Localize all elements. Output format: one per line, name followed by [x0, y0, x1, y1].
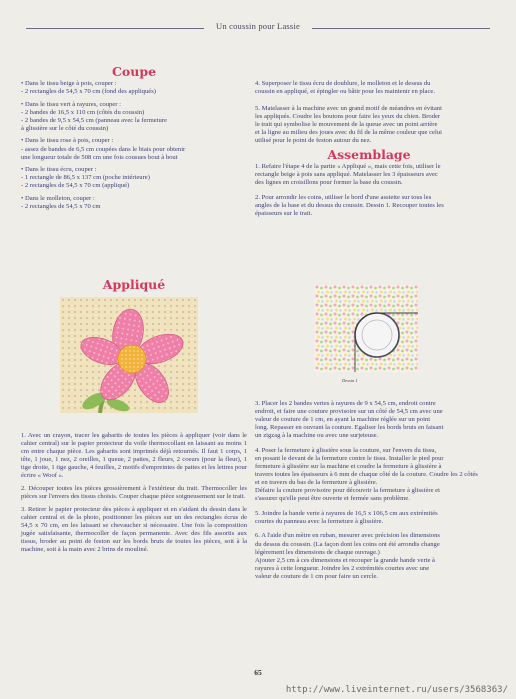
applique-line: sur les bords bruts de toutes les pièces, soit à la machine, soit à la main — [21, 537, 247, 553]
step-line: long. Repasser en ouvrant la couture. Egaliser les bords bruts en faisant — [255, 424, 444, 432]
assemblage-step-3 — [255, 400, 483, 440]
step-line: légèrement les dimensions de chaque ouvrage.) — [255, 548, 380, 556]
coupe-line: - assez de bandes de 6,5 cm coupées dans le biais pour obtenir — [21, 145, 186, 153]
assemblage-step-2 — [255, 194, 483, 218]
left-column — [21, 64, 247, 215]
coupe-line: • Dans le tissu rose à pois, couper : — [21, 137, 114, 145]
coupe-line: • Dans le tissu beige à pois, couper : — [21, 80, 117, 88]
coupe-line: - 2 bandes de 9,5 x 54,5 cm (panneau avec la fermeture — [21, 116, 167, 124]
step-line: du dessus du coussin. (La façon dont les coins ont été arrondis change — [255, 540, 440, 548]
coupe-line: à glissière sur le côté du coussin) — [21, 124, 109, 132]
assemblage-heading: Assemblage — [327, 147, 411, 163]
step-line: courtes du panneau avec la fermeture à glissière. — [255, 518, 384, 525]
step-line: Défaire la couture provisoire pour découvrir la fermeture à glissière et — [255, 487, 440, 495]
coupe-group — [21, 137, 247, 161]
applique-line: chevaucher si nécessaire. — [110, 521, 179, 529]
applique-step-3 — [21, 506, 247, 555]
coupe-group — [21, 101, 247, 133]
step-line: et la ligne au milieu des joues avec du fil de la même couleur que celui — [255, 128, 442, 136]
step-line: rectangle beige à pois sans appliqué. Matelasser les 3 épaisseurs avec — [255, 171, 438, 179]
assemblage-step-4 — [255, 447, 483, 504]
step-line: Ajouter 2,5 cm à ces dimensions et recouper la grande bande verte à — [255, 556, 435, 564]
applique-step-2 — [21, 485, 247, 501]
applique-line: 1 nez, 2 oreilles, 1 queue, 2 pattes, 2 fleurs, 2 coeurs (pour la fleur), 1 — [55, 456, 247, 464]
step-line: travers toutes les épaisseurs à 6 mm de chaque côté de la couture. Coudre les 2 côtés — [255, 471, 478, 479]
step-line: 4. Superposer le tissu écru de doublure, le molleton et le dessus du — [255, 80, 431, 87]
coupe-line: • Dans le tissu écru, couper : — [21, 166, 97, 174]
step-line: des lignes en croisillons pour former la base du coussin. — [255, 179, 403, 187]
step-line: valeur de couture de 1 cm, en ayant la machine réglée sur un point — [255, 416, 431, 424]
applique-heading: Appliqué — [102, 277, 166, 292]
applique-line: avec 2 brins de mouliné. — [83, 546, 149, 553]
coupe-line: - 1 rectangle de 86,5 x 137 cm (poche intérieure) — [21, 174, 150, 182]
coupe-line: - 2 bandes de 16,5 x 110 cm (côtés du coussin) — [21, 108, 145, 116]
assemblage-step-6 — [255, 532, 483, 581]
step-5 — [255, 105, 483, 145]
step-line: s'assurer qu'elle peut être ouverte et fermée sans problème. — [255, 495, 410, 503]
applique-line: Thermocoller les pièces sur l'envers des tissus choisis. Couper chaque — [21, 484, 247, 501]
step-line: endroit, et faire une couture provisoire sur un côté de 54,5 cm avec une — [255, 408, 443, 416]
step-line: épaisseurs sur le trait. — [255, 210, 313, 217]
step-line: un zigzag à la machine ou avec une surjeteuse. — [255, 432, 379, 440]
step-line: 5. Joindre la bande verte à rayures de 16,5 x 106,5 cm aux extrémités — [255, 509, 438, 517]
coupe-line: • Dans le tissu vert à rayures, couper : — [21, 100, 121, 108]
applique-step-1 — [21, 432, 247, 481]
coupe-group — [21, 80, 247, 96]
step-line: fermeture à glissière sur la machine et coudre la fermeture à glissière à — [255, 463, 442, 471]
applique-line: sur un des rectangles écrus de 54,5 x 70 cm, en les laissant se — [21, 513, 247, 529]
coupe-heading: Coupe — [111, 64, 157, 79]
coupe-line: - 2 rectangles de 54,5 x 70 cm (appliqué) — [21, 182, 130, 190]
flower-applique-image — [60, 297, 198, 413]
step-line: angles de la base et du dessus du coussin. Dessin 1. Recouper toutes les — [255, 201, 444, 209]
applique-steps — [21, 432, 247, 558]
dessin-1-caption: Dessin 1 — [342, 378, 358, 383]
right-column-bottom — [255, 400, 483, 585]
step-line: 3. Placer les 2 bandes vertes à rayures de 9 x 54,5 cm, endroit contre — [255, 400, 436, 407]
step-line: 2. Pour arrondir les coins, utiliser le bord d'une assiette sur tous les — [255, 193, 432, 201]
step-line: 5. Matelasser à la machine avec un grand motif de méandres en évitant — [255, 104, 442, 112]
applique-line: Les gabarits sont imprimés déjà retournés. Il faut 1 corps, 1 tête, 1 joue, — [21, 448, 248, 464]
coupe-group — [21, 166, 247, 190]
assemblage-step-1 — [255, 163, 483, 187]
step-line: coussin en appliqué, et épingler ou bâtir pour les maintenir en place. — [255, 88, 435, 96]
assemblage-step-5 — [255, 510, 483, 526]
step-4 — [255, 80, 483, 96]
step-line: en posant le devant de la fermeture contre le tissu. Installer le pied pour — [255, 454, 444, 462]
coupe-line: • Dans le molleton, couper : — [21, 194, 95, 202]
applique-line: thermocollant en laissant au moins 1 cm entre chaque pièce. — [21, 440, 247, 456]
coupe-list — [21, 80, 247, 211]
step-line: rayures à cette longueur. Joindre les 2 extrémités courtes avec une — [255, 564, 430, 572]
source-watermark: http://www.liveinternet.ru/users/3568363/ — [285, 685, 508, 695]
dessin-1-illustration — [315, 285, 418, 372]
coupe-line: une longueur totale de 508 cm une fois cousues bout à bout — [21, 153, 178, 161]
applique-line: pièce soigneusement sur le trait. — [160, 493, 246, 501]
step-line: utilisé pour le point de feston autour du nez. — [255, 136, 372, 144]
applique-line: 3. Retirer le papier protecteur des pièces à appliquer et en s'aidant — [21, 505, 199, 513]
applique-line: 2. Découper toutes les pièces grossièrement à l'extérieur du trait. — [21, 484, 199, 492]
applique-line: Une fois la composition jugée satisfaisante, thermocoller de façon — [21, 521, 247, 537]
step-line: 4. Poser la fermeture à glissière sous la couture, sur l'envers du tissu, — [255, 446, 437, 454]
coupe-line: - 2 rectangles de 54,5 x 70 cm — [21, 202, 101, 210]
step-line: valeur de couture de 1 cm pour faire un cercle. — [255, 572, 379, 580]
page-header-title: Un coussin pour Lassie — [216, 21, 300, 31]
applique-line: lettres pour écrire « Woof ». — [21, 464, 247, 480]
step-line: 6. A l'aide d'un mètre en ruban, mesurer avec précision les dimensions — [255, 532, 440, 540]
applique-line: du dessin dans le cahier central et de la photo, positionner les pièces — [21, 505, 247, 521]
step-line: et en travers du bas de la fermeture à glissière. — [255, 479, 378, 487]
right-column-top — [255, 80, 483, 222]
header-rule-right — [312, 28, 490, 29]
step-line: les appliqués. Coudre les boutons pour faire les yeux du chien. Broder — [255, 112, 441, 120]
step-line: le trait qui symbolise le mouvement de la queue avec un point arrière — [255, 120, 438, 128]
coupe-group — [21, 195, 247, 211]
applique-line: (voir dans le cahier central) sur le papier protecteur du voile — [21, 432, 247, 448]
coupe-line: - 2 rectangles de 54,5 x 70 cm (fond des appliqués) — [21, 88, 156, 96]
applique-line: tige droite, 1 tige gauche, 4 feuilles, 2 motifs d'empreintes de pattes et les — [21, 464, 216, 472]
applique-line: permanente. Avec des fils assortis aux tissus, broder au point de feston — [21, 529, 247, 545]
page-number: 65 — [254, 668, 262, 677]
step-line: 1. Refaire l'étape 4 de la partie « Appliqué », mais cette fois, utiliser le — [255, 163, 441, 171]
applique-line: 1. Avec un crayon, tracer les gabarits de toutes les pièces à appliquer — [21, 432, 211, 439]
